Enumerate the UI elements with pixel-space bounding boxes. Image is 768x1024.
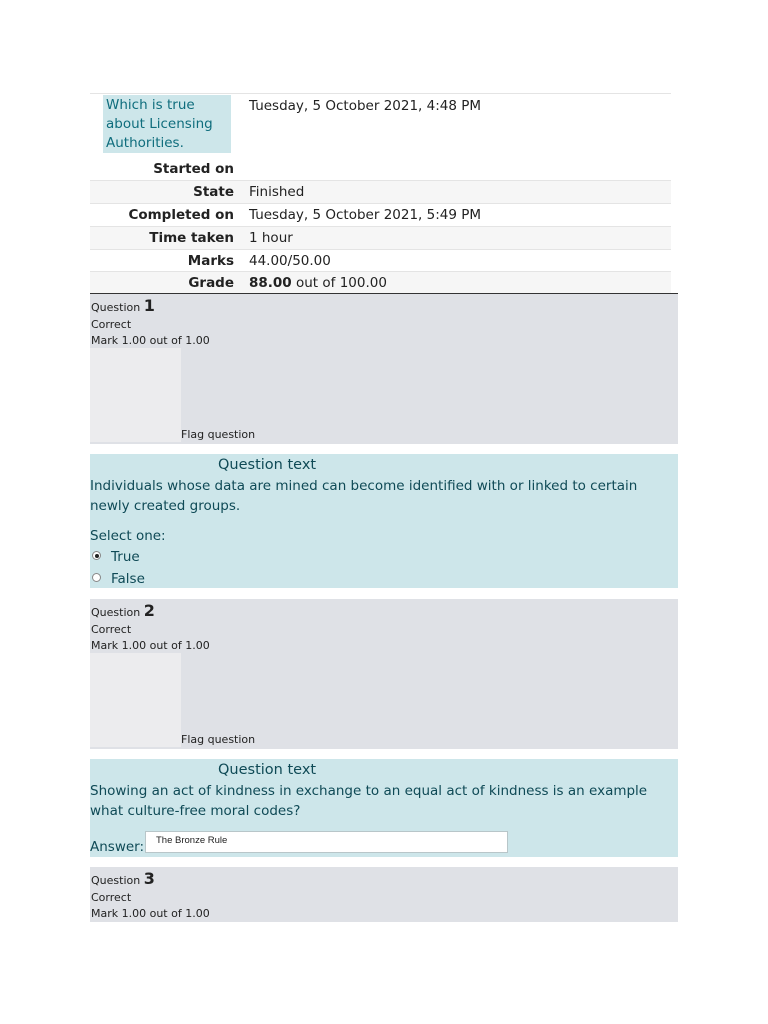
grade-label: Grade <box>188 275 234 291</box>
question-state: Correct <box>91 891 132 904</box>
completed-on-value: Tuesday, 5 October 2021, 5:49 PM <box>249 207 482 223</box>
question-1-info <box>90 294 678 444</box>
summary-row-time-taken <box>90 226 671 250</box>
question-text-heading: Question text <box>218 457 317 473</box>
question-1-content <box>90 454 678 588</box>
question-3-info <box>90 867 678 922</box>
grade-score: 88.00 <box>249 275 292 291</box>
grade-value <box>249 275 387 291</box>
question-grade: Mark 1.00 out of 1.00 <box>91 907 210 920</box>
question-2-info <box>90 599 678 749</box>
completed-on-label: Completed on <box>128 207 234 223</box>
select-one-prompt: Select one: <box>90 528 166 544</box>
started-on-label: Started on <box>153 161 234 177</box>
question-grade: Mark 1.00 out of 1.00 <box>91 639 210 652</box>
summary-row-state <box>90 180 671 204</box>
summary-row-marks <box>90 249 671 272</box>
question-state: Correct <box>91 623 132 636</box>
state-value: Finished <box>249 184 305 200</box>
grade-out-of: out of 100.00 <box>291 275 387 291</box>
answer-label: Answer: <box>90 839 145 855</box>
started-on-value: Tuesday, 5 October 2021, 4:48 PM <box>249 98 482 114</box>
summary-row-grade <box>90 271 671 294</box>
question-number: Question 1 <box>91 296 155 315</box>
marks-label: Marks <box>187 253 234 269</box>
question-text-heading: Question text <box>218 762 317 778</box>
summary-row-started <box>90 93 671 181</box>
radio-false[interactable] <box>92 573 101 582</box>
question-2-content <box>90 759 678 857</box>
time-taken-label: Time taken <box>149 230 234 246</box>
question-number: Question 3 <box>91 869 155 888</box>
question-grade: Mark 1.00 out of 1.00 <box>91 334 210 347</box>
time-taken-value: 1 hour <box>249 230 293 246</box>
state-label: State <box>193 184 234 200</box>
question-state: Correct <box>91 318 132 331</box>
flag-question-link[interactable]: Flag question <box>181 428 256 441</box>
question-number: Question 2 <box>91 601 155 620</box>
flag-question-link[interactable]: Flag question <box>181 733 256 746</box>
info-left-column <box>90 653 181 747</box>
option-label: False <box>111 571 145 587</box>
quiz-name: Which is true about Licensing Authorities. <box>103 95 231 153</box>
summary-row-completed <box>90 203 671 227</box>
info-left-column <box>90 348 181 442</box>
radio-true[interactable] <box>92 551 101 560</box>
option-label: True <box>111 549 140 565</box>
question-text: Individuals whose data are mined can become identified with or linked to certain newly created groups. <box>90 478 638 514</box>
question-text: Showing an act of kindness in exchange to an equal act of kindness is an example what culture-free moral codes? <box>90 783 648 819</box>
marks-value: 44.00/50.00 <box>249 253 331 269</box>
answer-input[interactable]: The Bronze Rule <box>145 831 508 853</box>
